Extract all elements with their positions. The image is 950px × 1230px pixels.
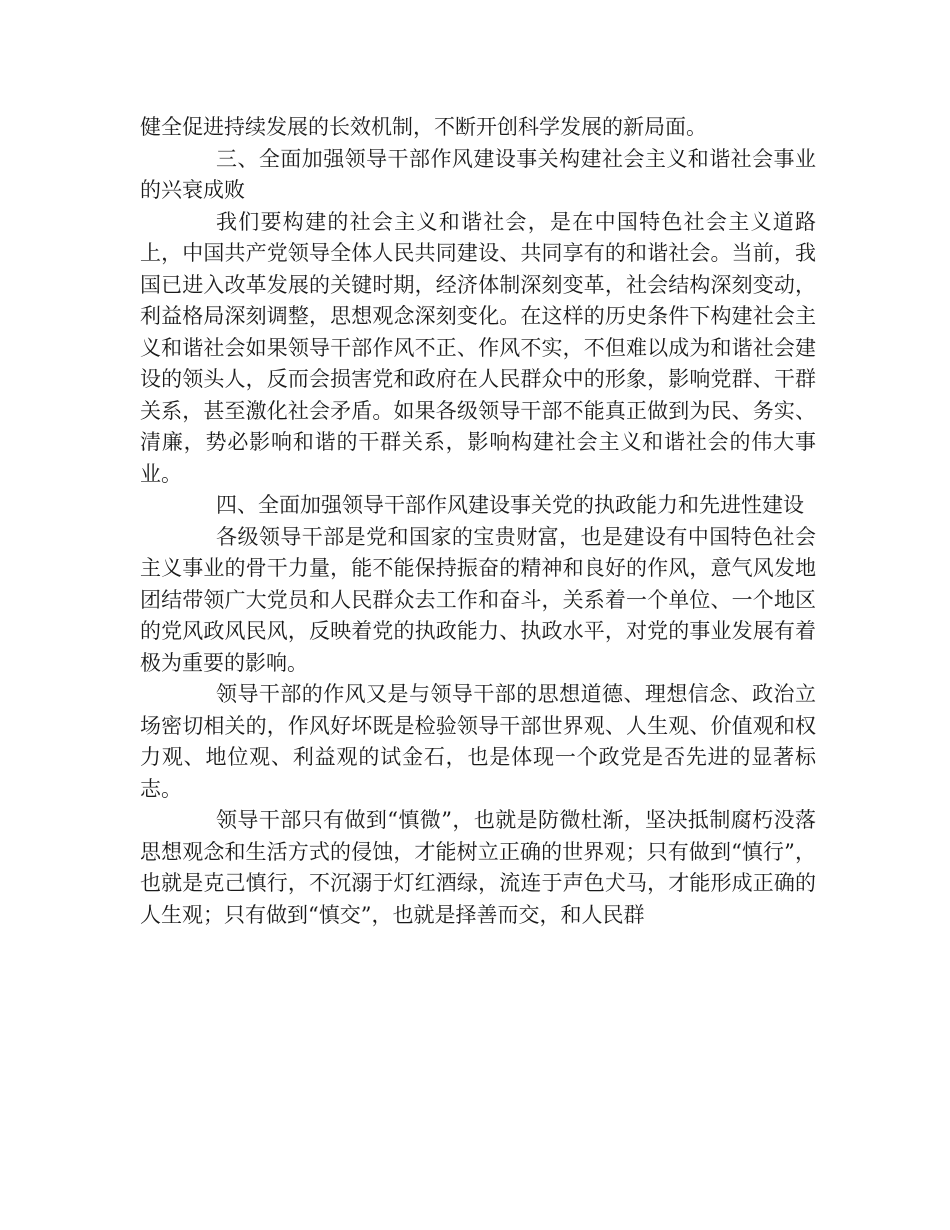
section-heading-3: 三、全面加强领导干部作风建设事关构建社会主义和谐社会事业的兴衰成败	[140, 146, 816, 202]
section-heading-4: 四、全面加强领导干部作风建设事关党的执政能力和先进性建设	[216, 493, 804, 517]
document-page	[140, 112, 816, 931]
paragraph-work-style: 领导干部的作风又是与领导干部的思想道德、理想信念、政治立场密切相关的，作风好坏既是检验领导干部世界观、人生观、价值观和权力观、地位观、利益观的试金石，也是体现一个政党是否先进的显著标志。	[140, 682, 816, 801]
paragraph-harmonious-society: 我们要构建的社会主义和谐社会，是在中国特色社会主义道路上，中国共产党领导全体人民共同建设、共同享有的和谐社会。当前，我国已进入改革发展的关键时期，经济体制深刻变革，社会结构深刻变动，利益格局深刻调整，思想观念深刻变化。在这样的历史条件下构建社会主义和谐社会如果领导干部作风不正、作风不实，不但难以成为和谐社会建设的领头人，反而会损害党和政府在人民群众中的形象，影响党群、干群关系，甚至激化社会矛盾。如果各级领导干部不能真正做到为民、务实、清廉，势必影响和谐的干群关系，影响构建社会主义和谐社会的伟大事业。	[140, 209, 816, 486]
paragraph-leading-cadres: 各级领导干部是党和国家的宝贵财富，也是建设有中国特色社会主义事业的骨干力量，能不能保持振奋的精神和良好的作风，意气风发地团结带领广大党员和人民群众去工作和奋斗，关系着一个单位、一个地区的党风政风民风，反映着党的执政能力、执政水平，对党的事业发展有着极为重要的影响。	[140, 524, 816, 675]
paragraph-prudence: 领导干部只有做到“慎微”，也就是防微杜渐，坚决抵制腐朽没落思想观念和生活方式的侵蚀，才能树立正确的世界观；只有做到“慎行”，也就是克己慎行，不沉溺于灯红酒绿，流连于声色犬马，才能形成正确的人生观；只有做到“慎交”，也就是择善而交，和人民群	[140, 808, 816, 927]
paragraph-continuation: 健全促进持续发展的长效机制，不断开创科学发展的新局面。	[140, 115, 707, 139]
